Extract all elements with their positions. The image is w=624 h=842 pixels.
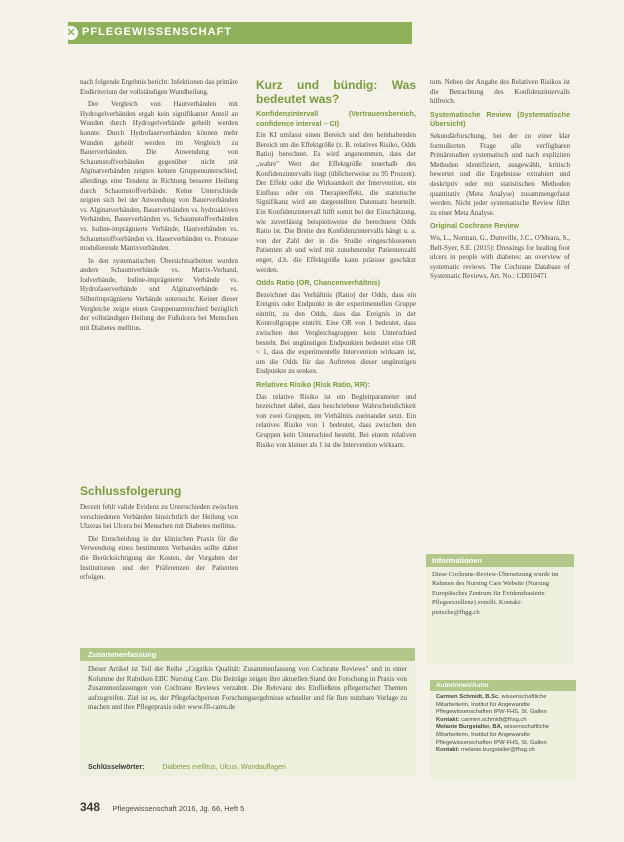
summary-text: Dieser Artikel ist Teil der Reihe „Cegzikis Qualität: Zusammenfassung von Cochrane Reviews" und in einer Kolumne der Rubriken EBC Nursing Care. Die Beiträge zeigen ihre aktuellen Stand der Forschung in Praxis von Zusammenfassungen von Cochrane Reviews verzahnt. Die Relevanz des Einfließens pflegerischer Themen aufzugreifen. Ziel ist es, der Pflegefachperson Forschungsergebnisse schneller und für Ihre nutzbare Vorlage zu machen und ihre Pflegepraxis oder www.fll-cares.de [88,665,407,712]
info-box-heading: Informationen [426,554,574,567]
author-name: Melanie Burgstaller, BA, [436,724,503,731]
page-number: 348 [80,800,101,814]
body-paragraph: Derzeit fehlt valide Evidenz zu Unterschieden zwischen verschiedenen Verbänden hinsichtlich der Heilung von Ulzeras bei Ulcera bei Menschen mit Diabetes mellitus. [80,503,238,531]
keywords-label: Schlüsselwörter: [88,764,145,771]
summary-box [80,648,415,776]
keywords-value: Diabetes mellitus, Ulcus, Wundauflagen [162,764,286,771]
authors-box [430,680,576,780]
column-2 [256,78,416,453]
author-entry [436,694,570,717]
conclusion-body [80,503,238,586]
author-role: wissenschaftliche Mitarbeiterin, Institut für Angewandte Pflegewissenschaften IPW-FHS, St. Gallen [436,724,550,746]
reference-text: Wu, L., Norman, G., Dumville, J.C., O'Meara, S., Bell-Syer, S.E. (2015): Dressings for healing foot ulcers in people with diabetes: an overview of systematic reviews. The Cochrane Database of Systematic Reviews, Art. No.: CD010471 [430,233,570,281]
author-name: Kontakt: [436,716,460,723]
glossary-term: Konfidenzintervall (Vertrauensbereich, confidence interval – CI) [256,109,416,128]
body-paragraph: nach folgende Ergebnis bericht: Infektionen das primäre Endkriterium der vollständigen Wundheilung. [80,78,238,96]
glossary-definition: Sekundärforschung, bei der zu einer klar formulierten Frage alle verfügbaren Primärstudien systematisch und nach expliziten Methoden identifiziert, ausgewählt, kritisch bewertet und die Ergebnisse extrahiert und deskriptiv oder mit statistischen Methoden quantitativ (Meta Analyse) zusammengefasst werden. Nicht jeder systematische Review führt zu einer Meta Analyse. [430,131,570,217]
glossary-definition: Das relative Risiko ist ein Begleitparameter und bezeichnet dabei, dass beschriebene Wahrscheinlichkeit von zwei Gruppen, im Verhältnis zueinander setzt. Ein relatives Risiko von 1 bedeutet, dass zwischen den Gruppen kein Unterschied besteht. Bei einem relativen Risiko von kleiner als 1 ist die Intervention wirksam. [256,392,416,449]
reference-heading: Original Cochrane Review [430,221,520,231]
authors-heading: Autorinnen/Autor [430,680,576,691]
glossary-term: Relatives Risiko (Risk Ratio, RR): [256,380,370,390]
journal-citation: Pflegewissenschaft 2016, Jg. 66, Heft 5 [112,804,245,813]
glossary-term: Odds Ratio (OR, Chancenverhältnis) [256,278,381,288]
author-entry [436,724,570,747]
author-name: Kontakt: [436,747,460,754]
keywords-line [88,764,286,771]
body-paragraph: tum. Neben der Angabe des Relativen Risikos ist die Betrachtung des Konfidenzintervalls hilfreich. [430,78,570,106]
summary-heading: Zusammenfassung [80,648,415,661]
body-paragraph: Die Entscheidung in der klinischen Praxis für die Verwendung eines bestimmten Verbandes sollte daher die Berücksichtigung der Kosten, der Vorgaben der Institutionen und der Präferenzen der Patienten erfolgen. [80,534,238,582]
author-entry [436,747,570,755]
close-icon: ✕ [64,26,78,40]
info-box [426,554,574,664]
column-3 [430,78,570,285]
glossary-term: Systematische Review (Systematische Übersicht) [430,109,570,129]
glossary-definition: Ein KI umfasst einen Bereich und den beinhaltenden Bereich um die Effektgröße (z. B. relatives Risiko, Odds Ratio) berechnet. Es wird angenommen, dass der „wahre" Wert der Effektgröße innerhalb des Konfidenzintervalls liegt (üblicherweise zu 95 Prozent). Der Effekt oder die Wirksamkeit der Intervention, ein Einfluss oder ein Therapieeffekt, die statistische Signifikanz wird am dargestellten Datensatz beurteilt. Ein Konfidenzintervall hilft somit bei der Einschätzung, wie zuverlässig beispielsweise die berechnete Odds Ratio ist. Die Breite des Konfidenzintervalls hängt u. a. von der Zahl der in die Studie eingeschlossenen Patienten ab und wird mit zunehmender Patientenzahl enger, d.h. die Effektgröße kann präziser geschätzt werden. [256,131,416,274]
authors-list [430,691,576,758]
body-paragraph: Der Vergleich von Hautverbänden mit Hydrogelverbänden ergab kein signifikanter Anteil an Wunden durch Hydrogelverbände geheilt werden konnte. Durch Hydrofaserverbänden können mehr Wunden geheilt werden im Vergleich zu Bauerverbänden. Die Anwendung von Schaumstoffverbänden gegenüber nicht mit Alginatverbänden zeigten keinen Gruppenunterschied, allerdings eine Tendenz in Richtung besserer Heilung durch Schaumstoffverbände. Keine Unterschiede zeigten sich bei der Anwendung von Bauerverbänden vs. Alginatverbänden, Bauerverbänden vs. hydroaktiven Verbänden, Bauerverbänden vs. Schaumstoffverbänden vs. Iodine-imprägnierte Verbände, Hautverbänden vs. Schaumstoffverbänden vs. Hauerverbänden vs. Protease modulierende Matrixverbänden. [80,100,238,253]
column-1 [80,78,238,336]
author-name: Carmen Schmidt, B.Sc. [436,694,500,700]
conclusion-heading: Schlussfolgerung [80,484,182,498]
page-footer [80,800,244,814]
glossary-definition: Bezeichnet das Verhältnis (Ratio) der Odds, dass ein Ereignis oder Endpunkt in der experimentellen Gruppe eintritt, zu den Odds, dass das Ereignis in der Kontrollgruppe eintritt. Eine OR von 1 bedeutet, dass zwischen den Vergleichsgruppen kein Unterschied besteht. Bei ungünstigen Endpunkten bedeutet eine OR < 1, dass die experimentelle Intervention wirksam ist, um die Odds für das Auftreten dieser ungünstigen Endpunkte zu senken. [256,290,416,376]
author-role: melanie.burgstaller@fhsg.ch [461,747,535,754]
author-entry [436,717,570,725]
glossary-title: Kurz und bündig: Was bedeutet was? [256,78,416,106]
author-role: wissenschaftliche Mitarbeiterin, Institut für Angewandte Pflegewissenschaften IPW-FHS, St. Gallen [436,694,547,716]
author-role: carmen.schmidt@fhsg.ch [461,716,527,723]
info-box-text: Diese Cochrane-Review-Übersetzung wurde im Rahmen des Nursing Care Website (Nursing Europäisches Zentrum für Evidenzbasierte Pflegeexzellenz) erstellt. Kontakt: pietsche@fhgg.ch [432,571,559,616]
body-paragraph: In den systematischen Übersichtsarbeiten wurden andere Schaumverbände vs. Matrix-Verband, Iodverbände, Iodine-imprägnierte Verbände vs. Hydrofaserverbände und Alginatverbände vs. Silberimprägnierte Verbände untersucht. Keiner dieser Vergleiche zeigte einen Gruppenunterschied bezüglich der vollständigen Heilung der Fußulcera bei Menschen mit Diabetes mellitus. [80,256,238,332]
section-title: PFLEGEWISSENSCHAFT [82,26,233,38]
